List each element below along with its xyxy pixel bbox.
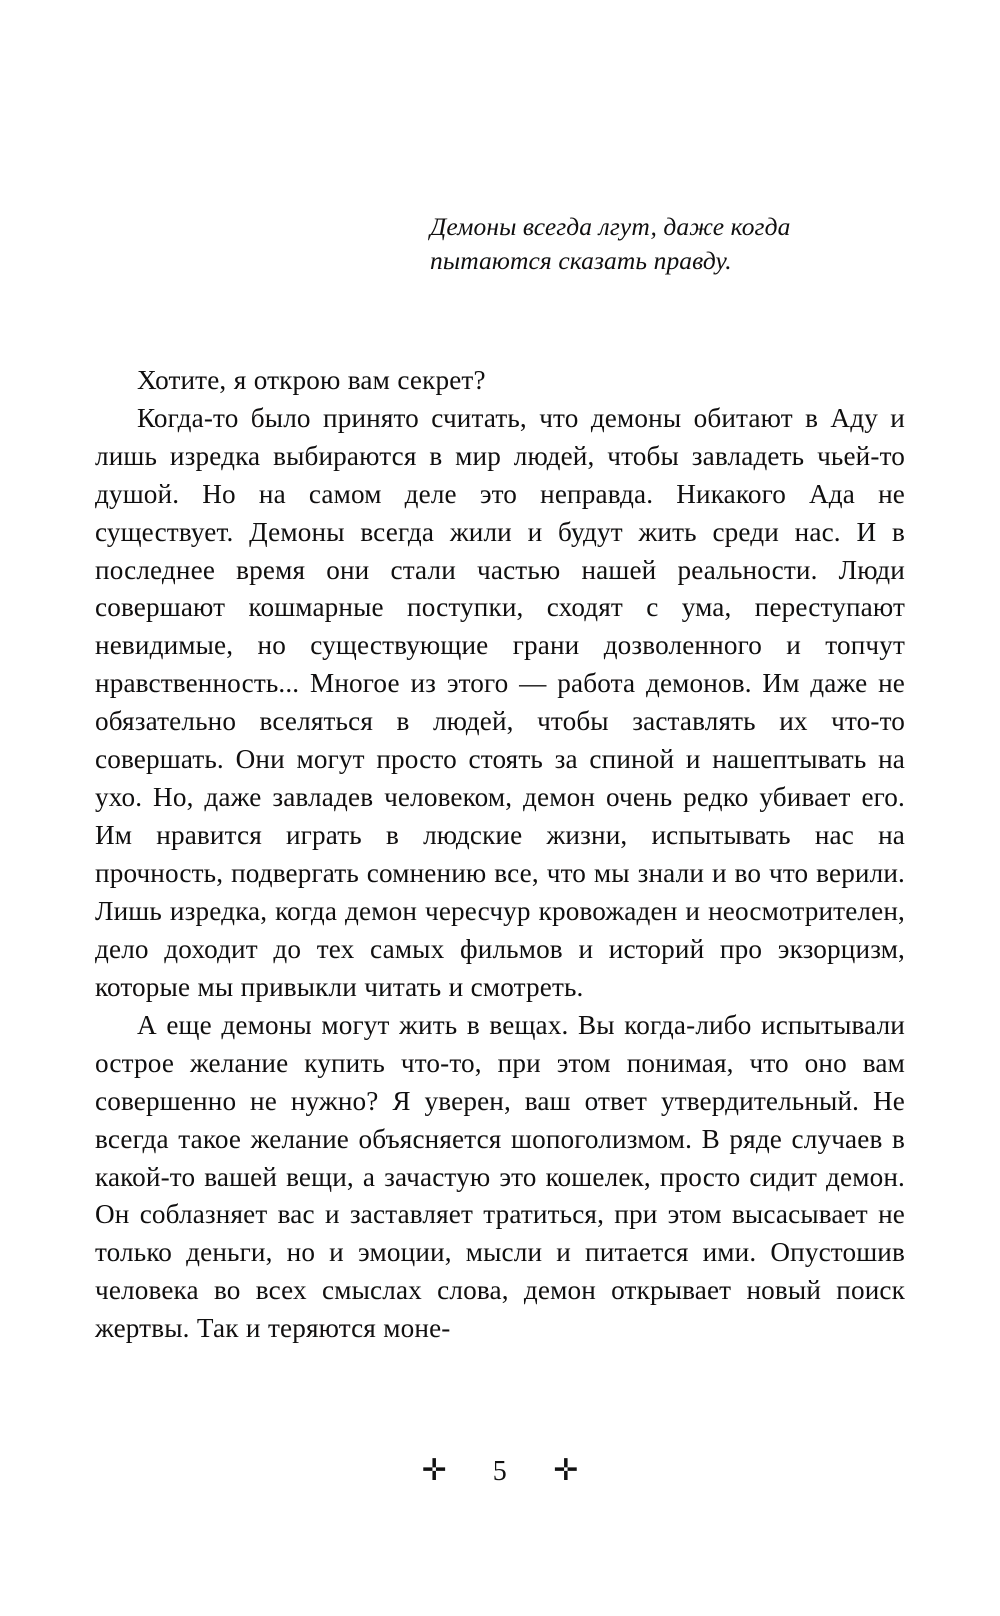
cross-ornament-icon: ✛: [421, 1454, 447, 1487]
paragraph: Хотите, я открою вам секрет?: [137, 364, 486, 395]
paragraph: Когда-то было принято считать, что демоны обитают в Аду и лишь изредка выбираются в мир людей, чтобы завладеть чьей-то душой. Но на самом деле это неправда. Никакого Ада не существует. Демоны всегда жили и будут жить среди нас. И в последнее время они стали частью нашей реальности. Люди совершают кошмарные поступки, сходят с ума, переступают невидимые, но существующие грани дозволенного и топчут нравственность... Многое из этого — работа демонов. Им даже не обязательно вселяться в людей, чтобы заставлять их что-то совершать. Они могут просто стоять за спиной и нашептывать на ухо. Но, даже завладев человеком, демон очень редко убивает его. Им нравится играть в людские жизни, испытывать нас на прочность, подвергать сомнению все, что мы знали и во что верили. Лишь изредка, когда демон чересчур кровожаден и неосмотрителен, дело доходит до тех самых фильмов и историй про экзорцизм, которые мы привыкли читать и смотреть.: [95, 402, 905, 1002]
epigraph: Демоны всегда лгут, даже когда пытаются сказать правду.: [430, 212, 791, 275]
cross-ornament-icon: ✛: [553, 1454, 579, 1487]
page-number: 5: [492, 1456, 508, 1487]
paragraph: А еще демоны могут жить в вещах. Вы когда-либо испытывали острое желание купить что-то, при этом понимая, что оно вам совершенно не нужно? Я уверен, ваш ответ утвердительный. Не всегда такое желание объясняется шопоголизмом. В ряде случаев в какой-то вашей вещи, а зачастую это кошелек, просто сидит демон. Он соблазняет вас и заставляет тратиться, при этом высасывает не только деньги, но и эмоции, мысли и питается ими. Опустошив человека во всех смыслах слова, демон открывает новый поиск жертвы. Так и теряются моне-: [95, 1009, 905, 1344]
page-footer: [0, 1456, 1000, 1488]
body-text: [95, 278, 905, 1348]
